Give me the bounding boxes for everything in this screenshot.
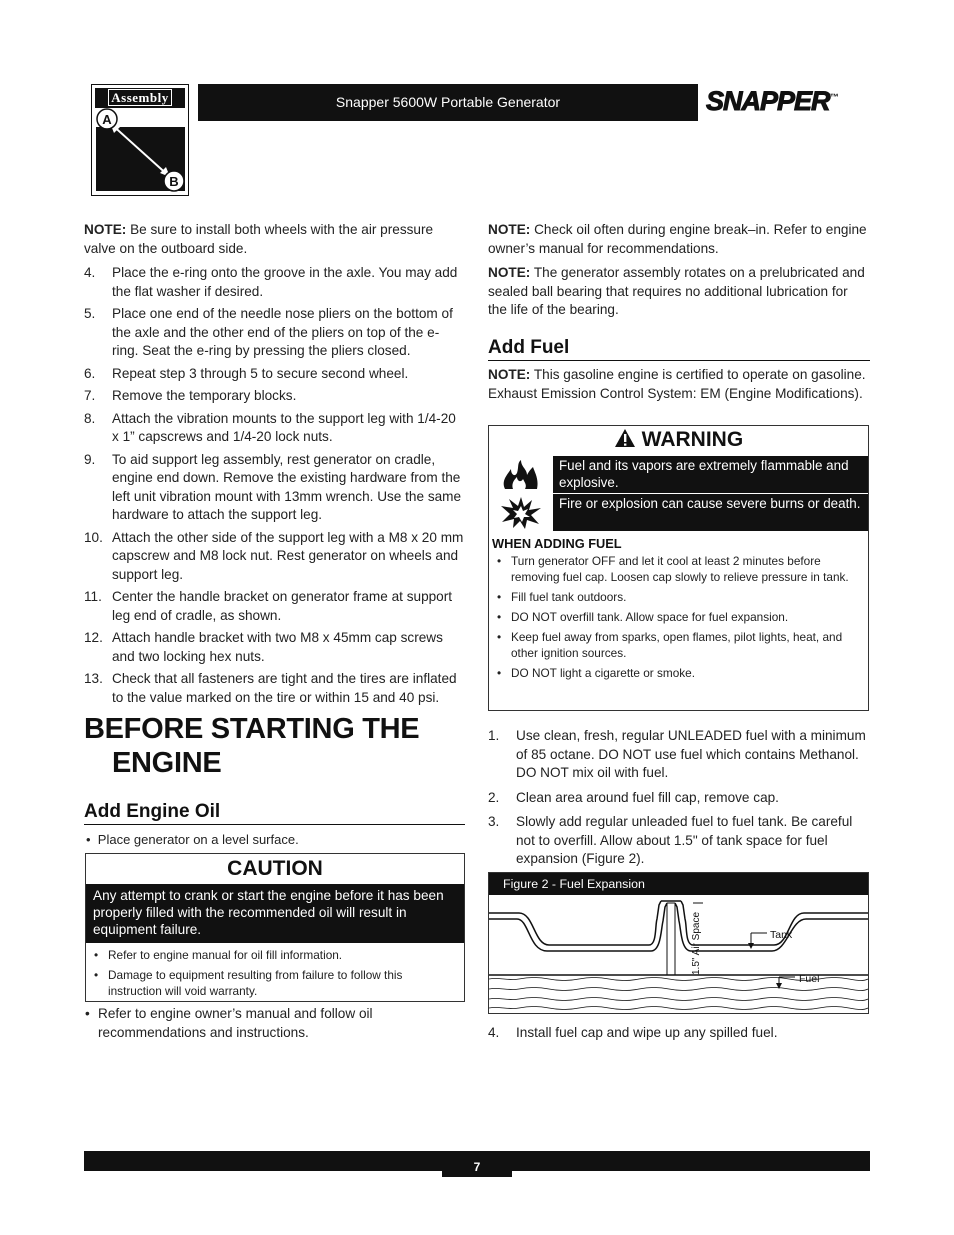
explosion-icon [489,494,555,531]
bullet-item: • DO NOT overfill tank. Allow space for fuel expansion. [495,609,862,625]
step-item [84,365,464,384]
assembly-steps-list [84,264,464,707]
step-text: Check that all fasteners are tight and the tires are inflated to the value marked on the tire or within 15 and 40 psi. [112,671,457,705]
caution-box [85,853,465,1002]
step-text: Place the e-ring onto the groove in the axle. You may add the flat washer if desired. [112,265,458,299]
step-number: 8. [84,410,96,426]
step-number: 3. [488,814,500,829]
step-item [488,813,870,869]
step-number: 11. [84,589,102,604]
step-item [488,727,870,783]
alert-triangle-icon [614,428,636,448]
step-number: 9. [84,451,96,467]
fuel-steps [488,727,870,869]
note-wheels: NOTE: Be sure to install both wheels with the air pressure valve on the outboard side. [84,222,434,256]
section-title: BEFORE STARTING THE ENGINE [84,713,420,779]
bullet-item: • Refer to engine manual for oil fill information. [92,947,458,963]
step-item [84,264,464,301]
bullet-item: • Damage to equipment resulting from failure to follow this instruction will void warranty. [92,967,458,999]
step-number: 4. [84,265,96,280]
add-engine-oil-heading: Add Engine Oil [84,801,465,825]
step-text: Attach the other side of the support leg with a M8 x 20 mm capscrew and M8 lock nut. Rest generator on wheels and support leg. [112,529,464,582]
add-fuel-heading: Add Fuel [488,337,870,361]
bullet-item: • Keep fuel away from sparks, open flames, pilot lights, heat, and other ignition sources. [495,629,862,661]
step-text: Place one end of the needle nose pliers on the bottom of the axle and the other end of the pliers on top of the e-ring. Seat the e-ring by pressing the pliers closed. [112,306,453,358]
left-column-text [84,221,464,707]
step-number: 7. [84,388,96,403]
right-column-notes [488,221,870,320]
air-space-label: 1.5" Air Space [691,911,702,975]
fuel-tank-diagram [489,895,868,1013]
step-text: Use clean, fresh, regular UNLEADED fuel with a minimum of 85 octane. DO NOT use fuel which contains Methanol. DO NOT mix oil with fuel. [516,728,866,780]
oil-bullet-1: • Place generator on a level surface. [86,832,299,847]
step-number: 1. [488,728,500,743]
point-b-label: B [169,174,179,189]
step-number: 10. [84,529,103,545]
brand-logo: SNAPPER™ [706,86,839,116]
step-text: Repeat step 3 through 5 to secure second wheel. [112,365,409,381]
bullet-item: • DO NOT light a cigarette or smoke. [495,665,862,681]
bullet-item: • Turn generator OFF and let it cool at least 2 minutes before removing fuel cap. Loosen cap slowly to relieve pressure in tank. [495,553,862,585]
warning-box [488,425,869,711]
a-to-b-arrow-icon [92,85,190,197]
fuel-label: Fuel [799,973,820,985]
caution-title: CAUTION [227,857,323,880]
caution-list [86,943,464,999]
flame-icon [489,456,555,493]
step-item [84,670,464,707]
step-number: 5. [84,306,96,321]
step-text: Center the handle bracket on generator frame at support leg end of cradle, as shown. [112,589,453,623]
step-item [84,410,464,447]
tank-label: Tank [770,929,793,941]
figure-caption: Figure 2 - Fuel Expansion [489,873,868,895]
when-adding-fuel-heading: WHEN ADDING FUEL [492,536,622,551]
step-item [84,305,464,361]
step-item [84,387,464,406]
warning-title: WARNING [489,426,868,456]
step-item [488,789,870,808]
step-text: Attach handle bracket with two M8 x 45mm cap screws and two locking hex nuts. [112,630,443,664]
step-item [84,529,464,585]
step-number: 12. [84,630,103,645]
note-gasoline: NOTE: This gasoline engine is certified to operate on gasoline. Exhaust Emission Control System: EM (Engine Modifications). [488,367,866,401]
figure-fuel-expansion [488,872,869,1014]
document-title-bar: Snapper 5600W Portable Generator [198,84,698,121]
step-number: 6. [84,365,96,381]
step-item [84,588,464,625]
warning-flammable-text: Fuel and its vapors are extremely flammable and explosive. [555,456,868,493]
warning-row-explosion [489,494,868,531]
step-text: Attach the vibration mounts to the support leg with 1/4-20 x 1” capscrews and 1/4-20 lock nuts. [112,410,456,444]
point-a-label: A [102,112,112,127]
step-text: Slowly add regular unleaded fuel to fuel tank. Be careful not to overfill. Allow about 1.5" of tank space for fuel expansion (Figure 2). [516,814,853,866]
warning-list [489,551,868,681]
warning-row-flammable [489,456,868,493]
step-text: Remove the temporary blocks. [112,388,297,403]
step-text: Clean area around fuel fill cap, remove cap. [516,789,779,805]
bullet-item: • Fill fuel tank outdoors. [495,589,862,605]
assembly-section-icon [91,84,189,196]
step-text: To aid support leg assembly, rest generator on cradle, engine end down. Remove the existing hardware from the left unit vibration mount with 13mm wrench. Use the same hardware to attach the support leg. [112,451,462,522]
step-number: 13. [84,671,103,686]
step-item [84,451,464,525]
oil-bullet-2: • Refer to engine owner’s manual and follow oil recommendations and instructions. [85,1006,373,1040]
step-number: 2. [488,789,500,805]
caution-text: Any attempt to crank or start the engine before it has been properly filled with the recommended oil will result in equipment failure. [86,884,464,943]
fuel-step-4: 4. Install fuel cap and wipe up any spilled fuel. [488,1025,778,1040]
page-number: 7 [442,1151,512,1177]
assembly-tab-label: Assembly [108,89,171,106]
step-item [84,629,464,666]
note-oil-check: NOTE: Check oil often during engine break–in. Refer to engine owner’s manual for recommendations. [488,222,867,256]
note-bearing: NOTE: The generator assembly rotates on a prelubricated and sealed ball bearing that requires no additional lubrication for the life of the bearing. [488,265,865,317]
warning-explosion-text: Fire or explosion can cause severe burns or death. [555,494,868,531]
